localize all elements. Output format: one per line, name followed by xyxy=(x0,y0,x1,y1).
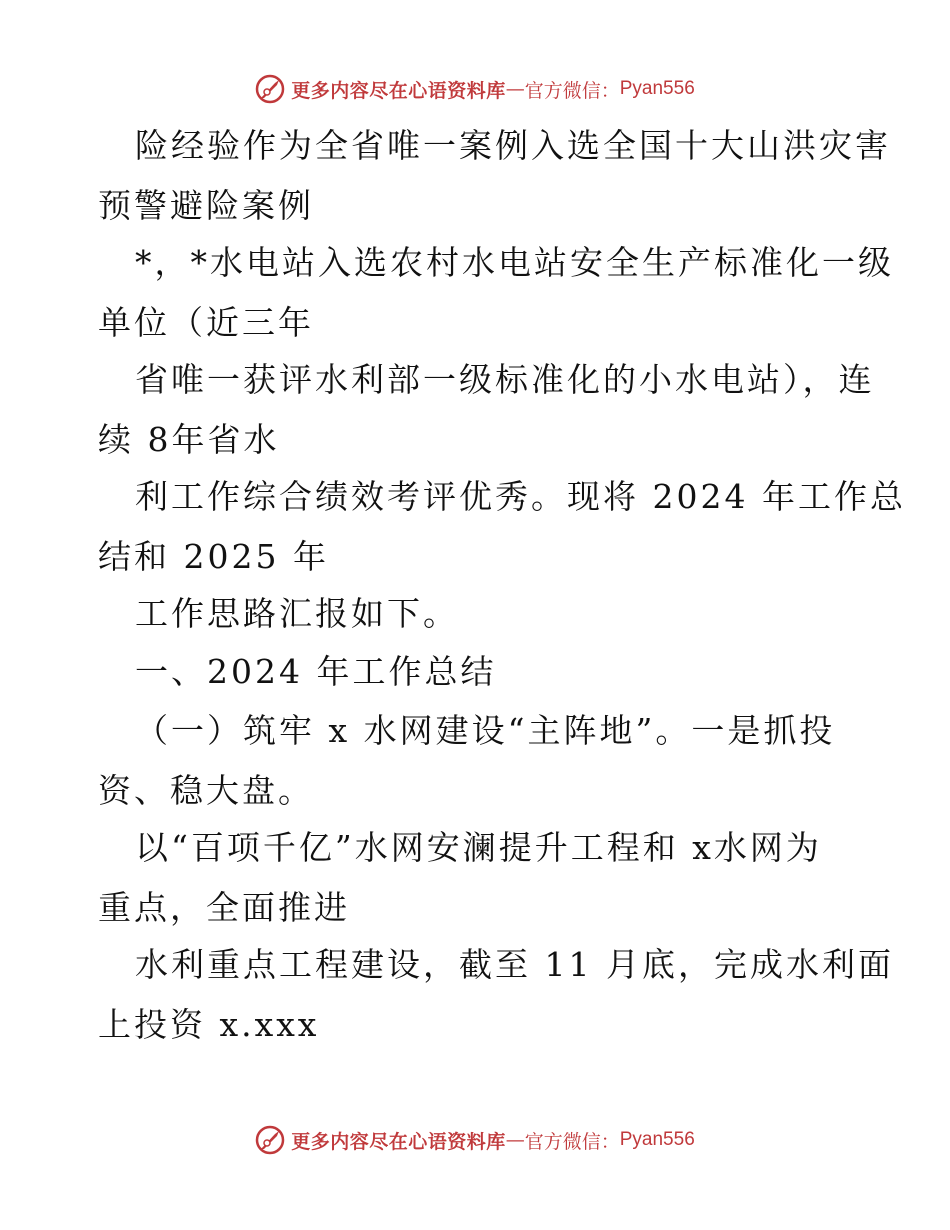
section-heading: 一、2024 年工作总结 xyxy=(135,652,497,691)
paragraph-line: 省唯一获评水利部一级标准化的小水电站），连 xyxy=(135,360,875,399)
watermark-wechat-label: 官方微信： xyxy=(524,1130,620,1153)
paragraph-line: 险经验作为全省唯一案例入选全国十大山洪灾害 xyxy=(135,126,891,165)
paragraph-line: 重点，全面推进 xyxy=(98,888,350,927)
paragraph-line: 水利重点工程建设，截至 11 月底，完成水利面 xyxy=(135,945,894,984)
watermark-dash: — xyxy=(505,78,525,100)
watermark-wechat-label: 官方微信： xyxy=(524,79,620,102)
watermark-wechat-id: Pyan556 xyxy=(619,78,695,99)
watermark-wechat-id: Pyan556 xyxy=(619,1129,695,1150)
watermark-text: 更多内容尽在心语资料库 xyxy=(291,79,506,102)
paragraph-line: 以“百项千亿”水网安澜提升工程和 x水网为 xyxy=(135,828,822,867)
paragraph-line: 单位（近三年 xyxy=(98,303,314,342)
paragraph-line: 续 8年省水 xyxy=(98,420,280,459)
paragraph-line: 上投资 x.xxx xyxy=(98,1005,320,1044)
quill-pen-icon xyxy=(255,1125,285,1155)
paragraph-line: 利工作综合绩效考评优秀。现将 2024 年工作总 xyxy=(135,477,906,516)
watermark-dash: — xyxy=(505,1129,525,1151)
paragraph-line: （一）筑牢 x 水网建设“主阵地”。一是抓投 xyxy=(135,711,836,750)
watermark-text: 更多内容尽在心语资料库 xyxy=(291,1130,506,1153)
quill-pen-icon xyxy=(255,74,285,104)
header-watermark xyxy=(0,71,950,107)
paragraph-line: 预警避险案例 xyxy=(98,186,314,225)
paragraph-line: 工作思路汇报如下。 xyxy=(135,594,459,633)
footer-watermark xyxy=(0,1122,950,1158)
paragraph-line: 结和 2025 年 xyxy=(98,537,329,576)
paragraph-line: *，*水电站入选农村水电站安全生产标准化一级 xyxy=(135,243,894,282)
paragraph-line: 资、稳大盘。 xyxy=(98,771,314,810)
